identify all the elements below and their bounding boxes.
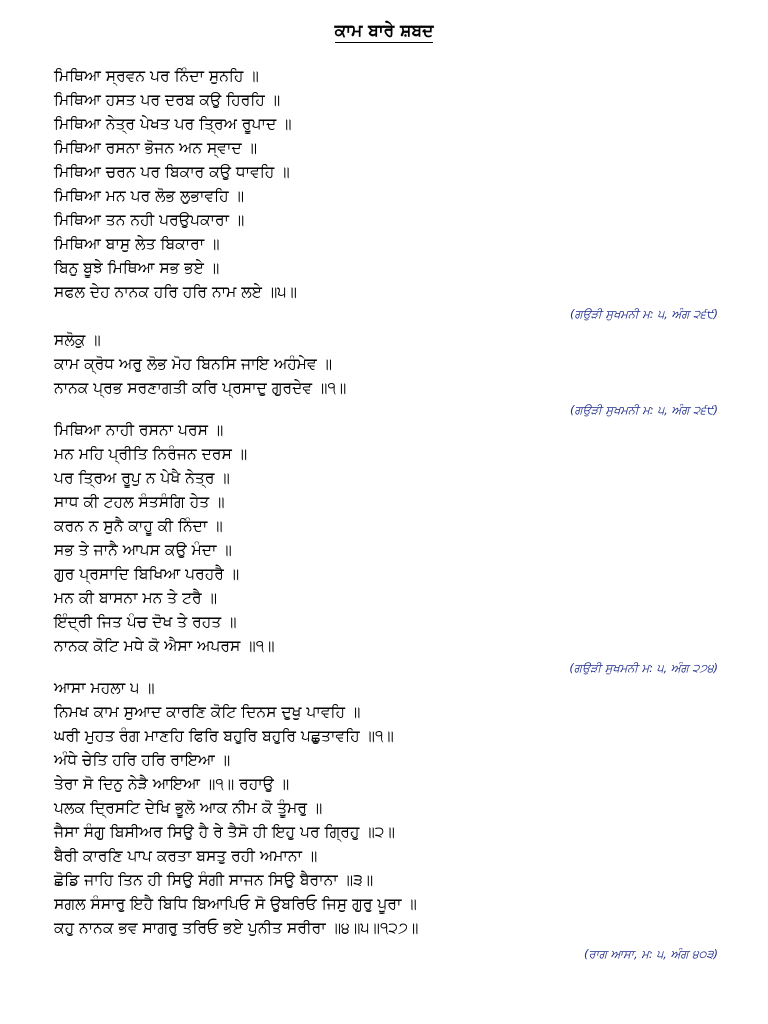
verse-line: ਨਾਨਕ ਪ੍ਰਭ ਸਰਣਾਗਤੀ ਕਰਿ ਪ੍ਰਸਾਦੁ ਗੁਰਦੇਵ ॥੧॥ [54,379,347,397]
source-citation: (ਗਉੜੀ ਸੁਖਮਨੀ ਮ: ੫, ਅੰਗ ੨੬੯) [569,403,718,417]
verse-section-4 [54,676,718,962]
verse-line: ਮਨ ਮਹਿ ਪ੍ਰੀਤਿ ਨਿਰੰਜਨ ਦਰਸ ॥ [54,445,248,463]
verse-line: ਮਿਥਿਆ ਤਨ ਨਹੀ ਪਰਉਪਕਾਰਾ ॥ [54,211,245,229]
verse-line: ਆਸਾ ਮਹਲਾ ੫ ॥ [54,679,155,697]
verse-line: ਸਾਧ ਕੀ ਟਹਲ ਸੰਤਸੰਗਿ ਹੇਤ ॥ [54,493,225,511]
verse-line: ਇੰਦ੍ਰੀ ਜਿਤ ਪੰਚ ਦੋਖ ਤੇ ਰਹਤ ॥ [54,613,237,631]
verse-line: ਮਿਥਿਆ ਨਾਹੀ ਰਸਨਾ ਪਰਸ ॥ [54,421,224,439]
verse-line: ਬਿਨੁ ਬੂਝੇ ਮਿਥਿਆ ਸਭ ਭਏ ॥ [54,259,220,277]
verse-line: ਮਿਥਿਆ ਚਰਨ ਪਰ ਬਿਕਾਰ ਕਉ ਧਾਵਹਿ ॥ [54,163,290,181]
verse-line: ਨਾਨਕ ਕੋਟਿ ਮਧੇ ਕੋ ਐਸਾ ਅਪਰਸ ॥੧॥ [54,637,275,655]
verse-line: ਕਰਨ ਨ ਸੁਨੈ ਕਾਹੂ ਕੀ ਨਿੰਦਾ ॥ [54,517,223,535]
verse-line: ਮਨ ਕੀ ਬਾਸਨਾ ਮਨ ਤੇ ਟਰੈ ॥ [54,589,218,607]
verse-line: ਪਰ ਤ੍ਰਿਅ ਰੂਪੁ ਨ ਪੇਖੈ ਨੇਤ੍ਰ ॥ [54,469,230,487]
verse-line: ਤੇਰਾ ਸੋ ਦਿਨੁ ਨੇੜੈ ਆਇਆ ॥੧॥ ਰਹਾਉ ॥ [54,775,290,793]
verse-line: ਮਿਥਿਆ ਮਨ ਪਰ ਲੋਭ ਲੁਭਾਵਹਿ ॥ [54,187,245,205]
verse-line: ਸਗਲ ਸੰਸਾਰੁ ਇਹੈ ਬਿਧਿ ਬਿਆਪਿਓ ਸੋ ਉਬਰਿਓ ਜਿਸੁ ਗੁਰੁ ਪੂਰਾ ॥ [54,895,417,913]
verse-line: ਕਾਮ ਕ੍ਰੋਧ ਅਰੁ ਲੋਭ ਮੋਹ ਬਿਨਸਿ ਜਾਇ ਅਹੰਮੇਵ ॥ [54,355,333,373]
document-title [0,20,768,42]
verse-section-3 [54,418,718,676]
verse-line: ਮਿਥਿਆ ਹਸਤ ਪਰ ਦਰਬ ਕਉ ਹਿਰਹਿ ॥ [54,91,281,109]
source-citation: (ਗਉੜੀ ਸੁਖਮਨੀ ਮ: ੫, ਅੰਗ ੨੬੯) [569,307,718,321]
verse-section-1 [54,64,718,322]
verse-line: ਮਿਥਿਆ ਰਸਨਾ ਭੋਜਨ ਅਨ ਸ੍ਵਾਦ ॥ [54,139,258,157]
verse-line: ਮਿਥਿਆ ਸ੍ਰਵਨ ਪਰ ਨਿੰਦਾ ਸੁਨਹਿ ॥ [54,67,259,85]
verse-line: ਸਫਲ ਦੇਹ ਨਾਨਕ ਹਰਿ ਹਰਿ ਨਾਮ ਲਏ ॥੫॥ [54,283,297,301]
verse-line: ਪਲਕ ਦ੍ਰਿਸਟਿ ਦੇਖਿ ਭੂਲੋ ਆਕ ਨੀਮ ਕੋ ਤੂੰਮਰੁ ॥ [54,799,323,817]
verse-line: ਬੈਰੀ ਕਾਰਣਿ ਪਾਪ ਕਰਤਾ ਬਸਤੁ ਰਹੀ ਅਮਾਨਾ ॥ [54,847,318,865]
verse-line: ਮਿਥਿਆ ਨੇਤ੍ਰ ਪੇਖਤ ਪਰ ਤ੍ਰਿਅ ਰੂਪਾਦ ॥ [54,115,292,133]
verse-line: ਗੁਰ ਪ੍ਰਸਾਦਿ ਬਿਖਿਆ ਪਰਹਰੈ ॥ [54,565,240,583]
verse-line: ਕਹੁ ਨਾਨਕ ਭਵ ਸਾਗਰੁ ਤਰਿਓ ਭਏ ਪੁਨੀਤ ਸਰੀਰਾ ॥੪॥੫॥੧੨੭॥ [54,919,419,937]
verse-line: ਜੈਸਾ ਸੰਗੁ ਬਿਸੀਅਰ ਸਿਉ ਹੈ ਰੇ ਤੈਸੋ ਹੀ ਇਹੁ ਪਰ ਗ੍ਰਿਹੁ ॥੨॥ [54,823,395,841]
verse-line: ਅੰਧੇ ਚੇਤਿ ਹਰਿ ਹਰਿ ਰਾਇਆ ॥ [54,751,231,769]
verse-line: ਨਿਮਖ ਕਾਮ ਸੁਆਦ ਕਾਰਣਿ ਕੋਟਿ ਦਿਨਸ ਦੁਖੁ ਪਾਵਹਿ ॥ [54,703,361,721]
verse-line: ਮਿਥਿਆ ਬਾਸੁ ਲੇਤ ਬਿਕਾਰਾ ॥ [54,235,220,253]
verse-line: ਛੋਡਿ ਜਾਹਿ ਤਿਨ ਹੀ ਸਿਉ ਸੰਗੀ ਸਾਜਨ ਸਿਉ ਬੈਰਾਨਾ ॥੩॥ [54,871,374,889]
source-citation: (ਗਉੜੀ ਸੁਖਮਨੀ ਮ: ੫, ਅੰਗ ੨੭੪) [569,661,718,675]
verse-line: ਸਭ ਤੇ ਜਾਨੈ ਆਪਸ ਕਉ ਮੰਦਾ ॥ [54,541,232,559]
source-citation: (ਰਾਗ ਆਸਾ, ਮ: ੫, ਅੰਗ ੪੦੩) [583,947,718,961]
verse-line: ਘਰੀ ਮੁਹਤ ਰੰਗ ਮਾਣਹਿ ਫਿਰਿ ਬਹੁਰਿ ਬਹੁਰਿ ਪਛੁਤਾਵਹਿ ॥੧॥ [54,727,394,745]
document-title-text: ਕਾਮ ਬਾਰੇ ਸ਼ਬਦ [334,21,434,41]
verse-section-2 [54,328,718,418]
verse-line: ਸਲੋਕੁ ॥ [54,331,101,349]
